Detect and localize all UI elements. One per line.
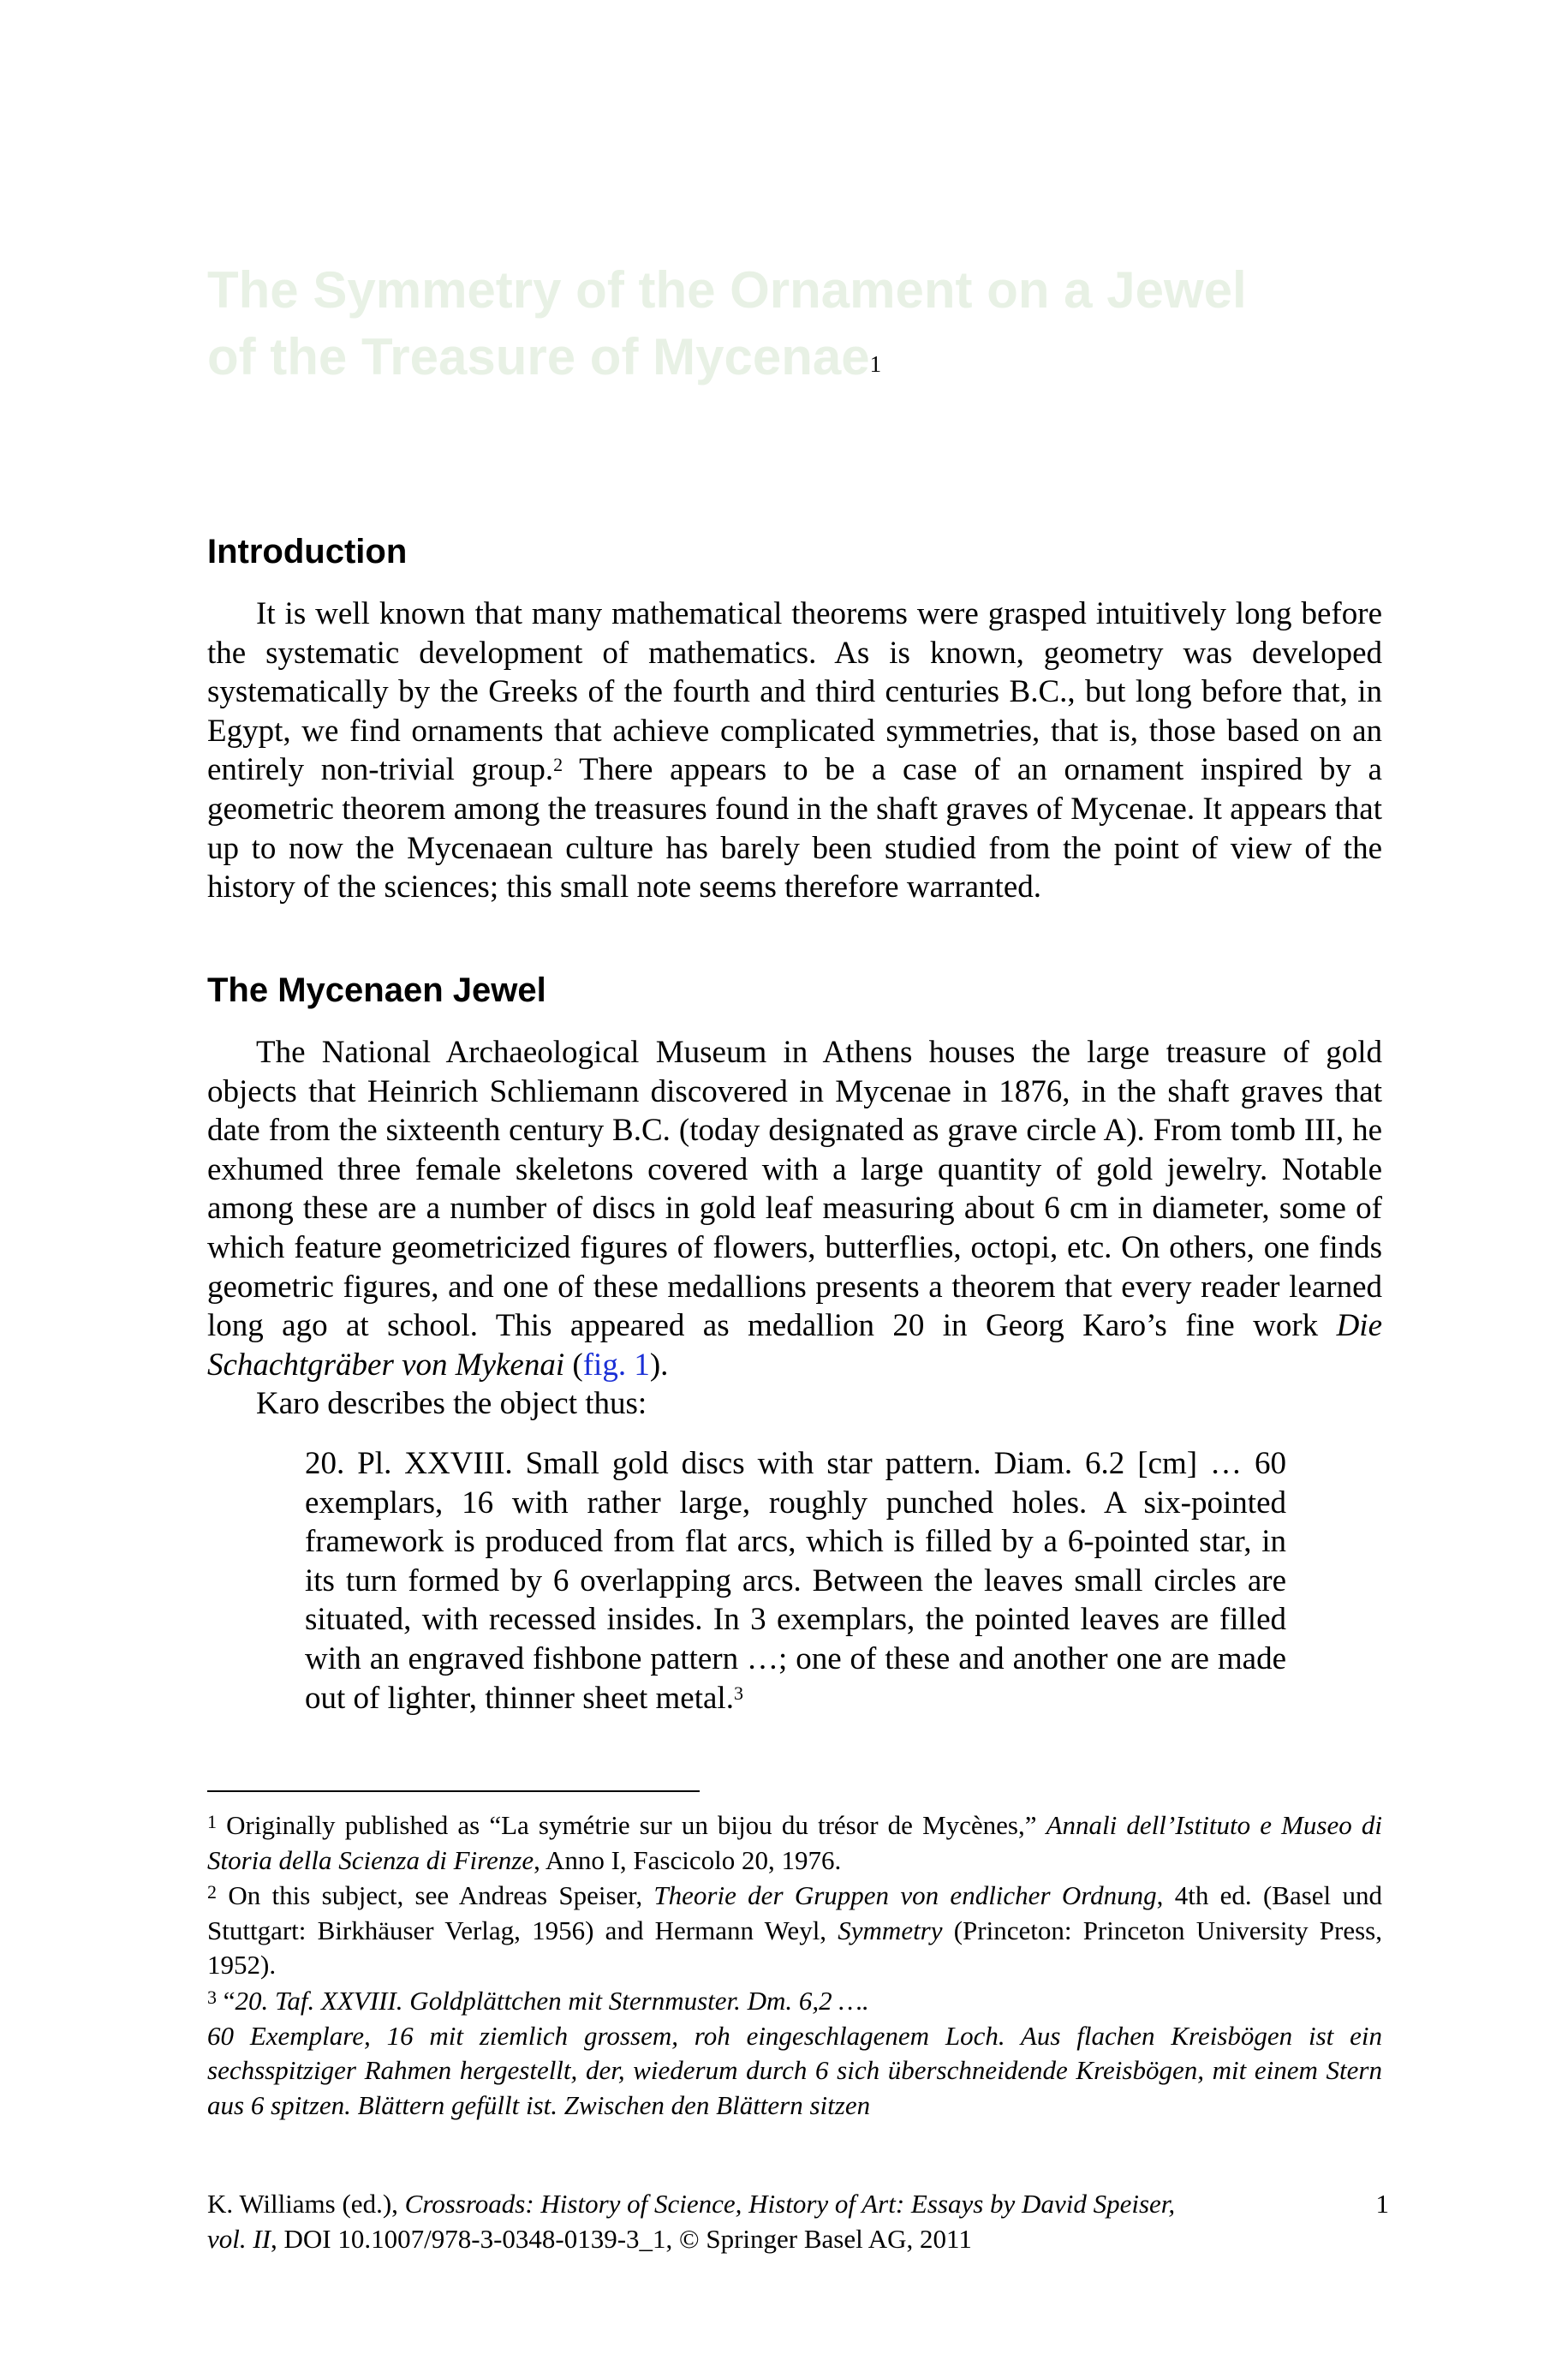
footnote-3: [207, 1984, 1382, 2123]
introduction-paragraph: [207, 594, 1382, 907]
paragraph-text: The National Archaeological Museum in Athens houses the large treasure of gold objects that Heinrich Schliemann discovered in Mycenae in 1876, in the shaft graves that date from the sixteenth century B.C. (today designated as grave circle A). From tomb III, he exhumed three female skeletons covered with a large quantity of gold jewelry. Notable among these are a number of discs in gold leaf measuring about 6 cm in diameter, some of which feature geometricized figures of flowers, butterflies, octopi, etc. On others, one finds geometric figures, and one of these medallions presents a theorem that every reader learned long ago at school. This appeared as medallion 20 in Georg Karo’s fine work: [207, 1035, 1382, 1344]
footnote-mark-3[interactable]: 3: [733, 1682, 743, 1704]
jewel-paragraph: [207, 1033, 1382, 1384]
footnote-number: 1: [207, 1811, 217, 1832]
footer-doi: , DOI 10.1007/978-3-0348-0139-3_1, © Springer Basel AG, 2011: [271, 2224, 972, 2254]
section-heading-introduction: Introduction: [207, 533, 408, 571]
page-number: 1: [1375, 2189, 1389, 2219]
footnote-text: (Princeton: Princeton University Press, 1952).: [207, 1915, 1382, 1980]
footer-book-title: Crossroads: History of Science, History of Art: Essays by David Speiser,: [404, 2189, 1176, 2219]
footnote-german-quote: 60 Exemplare, 16 mit ziemlich grossem, roh eingeschlagenem Loch. Aus flachen Kreisbögen ist ein sechsspitziger Rahmen hergestellt, der, wiederum durch 6 sich überschneidende Kreisbögen, mit einem Stern aus 6 spitzen. Blättern gefüllt ist. Zwischen den Blättern sitzen: [207, 2020, 1382, 2120]
footnote-italic: Annali dell’Istituto e Museo di Storia della Scienza di Firenze: [207, 1810, 1382, 1875]
paragraph-text: ).: [649, 1347, 669, 1383]
footnote-1: [207, 1808, 1382, 1878]
book-title-italic: Die Schachtgräber von Mykenai: [207, 1308, 1382, 1383]
footnote-mark-2[interactable]: 2: [553, 754, 563, 776]
page-footer: [207, 2186, 1389, 2256]
footer-volume: vol. II: [207, 2224, 271, 2254]
karo-intro-paragraph: Karo describes the object thus:: [256, 1386, 647, 1421]
paragraph-text: It is well known that many mathematical theorems were grasped intuitively long before the systematic development of mathematics. As is known, geometry was developed systematically by the Greeks of the fourth and third centuries B.C., but long before that, in Egypt, we find ornaments that achieve complicated symmetries, that is, those based on an entirely non-trivial group.: [207, 596, 1382, 788]
section-heading-mycenaen-jewel: The Mycenaen Jewel: [207, 971, 546, 1009]
footnote-text: “: [217, 1986, 235, 2016]
paragraph-text: There appears to be a case of an ornament inspired by a geometric theorem among the treasures found in the shaft graves of Mycenae. It appears that up to now the Mycenaean culture has barely been studied from the point of view of the history of the sciences; this small note seems therefore warranted.: [207, 752, 1382, 905]
paragraph-text: (: [564, 1347, 583, 1383]
quotation-text: 20. Pl. XXVIII. Small gold discs with star pattern. Diam. 6.2 [cm] … 60 exemplars, 16 with rather large, roughly punched holes. A six-pointed framework is produced from flat arcs, which is filled by a 6-pointed star, in its turn formed by 6 overlapping arcs. Between the leaves small circles are situated, with recessed insides. In 3 exemplars, the pointed leaves are filled with an engraved fishbone pattern …; one of these and another one are made out of lighter, thinner sheet metal.: [305, 1446, 1286, 1716]
footnote-text: On this subject, see Andreas Speiser,: [217, 1880, 654, 1910]
title-footnote-mark[interactable]: 1: [869, 351, 882, 377]
footnote-divider: [207, 1790, 700, 1792]
footnote-number: 3: [207, 1987, 217, 2008]
footnote-2: [207, 1879, 1382, 1983]
footnote-text: , 4th ed. (Basel und Stuttgart: Birkhäuser Verlag, 1956) and Hermann Weyl,: [207, 1880, 1382, 1945]
chapter-title: [207, 257, 1406, 391]
footnote-italic: Theorie der Gruppen von endlicher Ordnung: [653, 1880, 1157, 1910]
footnote-italic: Symmetry: [838, 1915, 943, 1945]
karo-quotation: [305, 1444, 1286, 1718]
footnote-number: 2: [207, 1881, 217, 1903]
footer-citation-line2: [207, 2221, 1389, 2256]
footnote-italic: 20. Taf. XXVIII. Goldplättchen mit Sternmuster. Dm. 6,2 ….: [235, 1986, 869, 2016]
footnote-text: , Anno I, Fascicolo 20, 1976.: [534, 1844, 842, 1875]
footer-citation-line1: [207, 2186, 1389, 2221]
figure-link[interactable]: fig. 1: [582, 1347, 650, 1383]
footnote-text: Originally published as “La symétrie sur un bijou du trésor de Mycènes,”: [217, 1810, 1046, 1840]
footer-editor: K. Williams (ed.),: [207, 2189, 405, 2219]
chapter-title-line1: The Symmetry of the Ornament on a Jewel: [207, 261, 1247, 319]
chapter-title-line2: of the Treasure of Mycenae: [207, 328, 870, 385]
